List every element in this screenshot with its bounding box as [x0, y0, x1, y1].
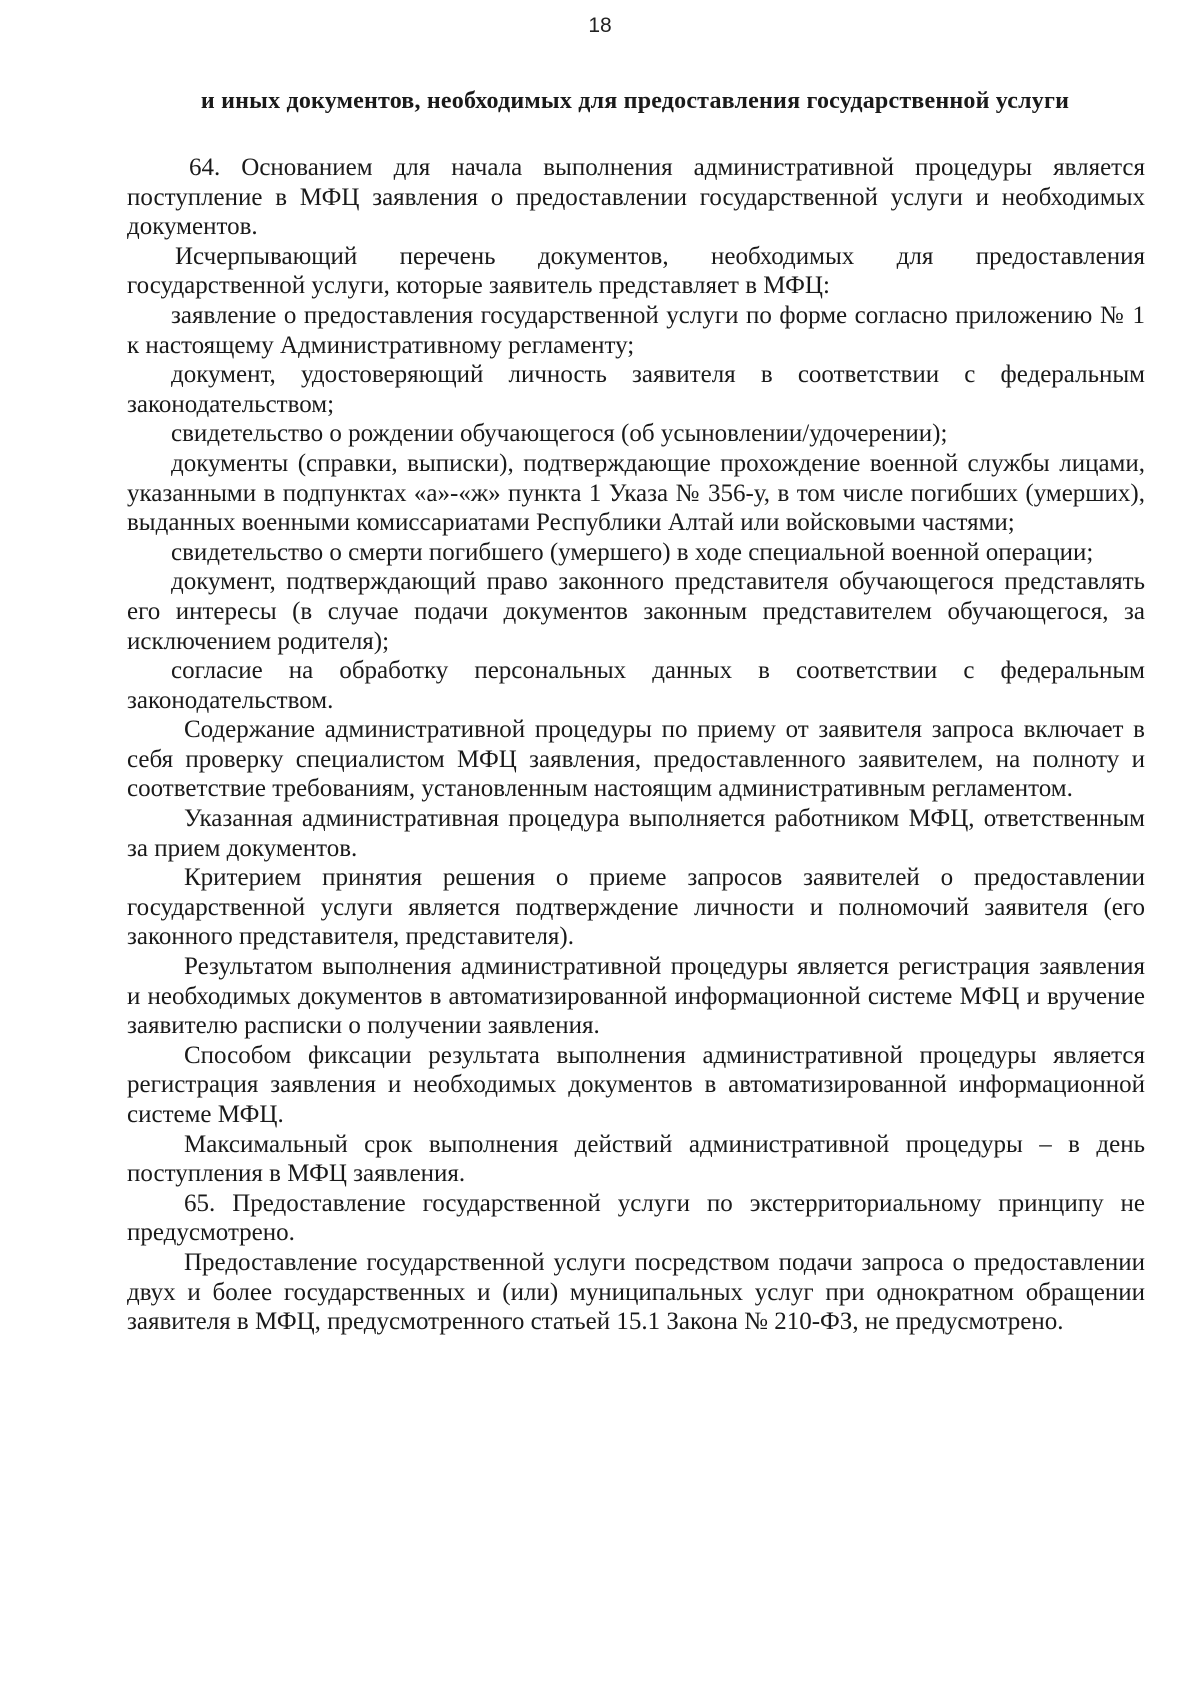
paragraph-64: 64. Основанием для начала выполнения административной процедуры является поступление в МФЦ заявления о предоставлении государственной услуги и необходимых документов.: [127, 154, 1145, 241]
paragraph-document-list-intro: Исчерпывающий перечень документов, необходимых для предоставления государственной услуги, которые заявитель представляет в МФЦ:: [127, 242, 1145, 300]
list-item-application: заявление о предоставления государственной услуги по форме согласно приложению № 1 к настоящему Административному регламенту;: [127, 301, 1145, 359]
page-number: 18: [588, 14, 612, 37]
paragraph-maximum-term: Максимальный срок выполнения действий административной процедуры – в день поступления в МФЦ заявления.: [127, 1130, 1145, 1188]
list-item-representative-authority: документ, подтверждающий право законного представителя обучающегося представлять его интересы (в случае подачи документов законным представителем обучающегося, за исключением родителя);: [127, 568, 1145, 655]
section-heading: и иных документов, необходимых для предоставления государственной услуги: [200, 88, 1070, 114]
list-item-birth-certificate: свидетельство о рождении обучающегося (об усыновлении/удочерении);: [171, 420, 948, 448]
paragraph-responsible-worker: Указанная административная процедура выполняется работником МФЦ, ответственным за прием документов.: [127, 805, 1145, 862]
paragraph-decision-criterion: Критерием принятия решения о приеме запросов заявителей о предоставлении государственной услуги является подтверждение личности и полномочий заявителя (его законного представителя, представителя).: [127, 864, 1145, 951]
list-item-personal-data-consent: согласие на обработку персональных данных в соответствии с федеральным законодательством.: [127, 657, 1145, 714]
paragraph-procedure-result: Результатом выполнения административной процедуры является регистрация заявления и необходимых документов в автоматизированной информационной системе МФЦ и вручение заявителю расписки о получении заявления.: [127, 953, 1145, 1040]
list-item-military-service-certificates: документы (справки, выписки), подтверждающие прохождение военной службы лицами, указанными в подпунктах «а»-«ж» пункта 1 Указа № 356-у, в том числе погибших (умерших), выданных военными комиссариатами Республики Алтай или войсковыми частями;: [127, 449, 1145, 537]
paragraph-procedure-content: Содержание административной процедуры по приему от заявителя запроса включает в себя проверку специалистом МФЦ заявления, предоставленного заявителем, на полноту и соответствие требованиям, установленным настоящим административным регламентом.: [127, 716, 1145, 803]
paragraph-complex-request: Предоставление государственной услуги посредством подачи запроса о предоставлении двух и более государственных и (или) муниципальных услуг при однократном обращении заявителя в МФЦ, предусмотренного статьей 15.1 Закона № 210-ФЗ, не предусмотрено.: [127, 1248, 1145, 1336]
list-item-identity-document: документ, удостоверяющий личность заявителя в соответствии с федеральным законодательством;: [127, 361, 1145, 418]
document-body: [127, 153, 1145, 1337]
paragraph-result-recording: Способом фиксации результата выполнения административной процедуры является регистрация заявления и необходимых документов в автоматизированной информационной системе МФЦ.: [127, 1041, 1145, 1128]
list-item-death-certificate: свидетельство о смерти погибшего (умершего) в ходе специальной военной операции;: [171, 538, 1094, 566]
paragraph-65: 65. Предоставление государственной услуги по экстерриториальному принципу не предусмотрено.: [127, 1189, 1145, 1247]
